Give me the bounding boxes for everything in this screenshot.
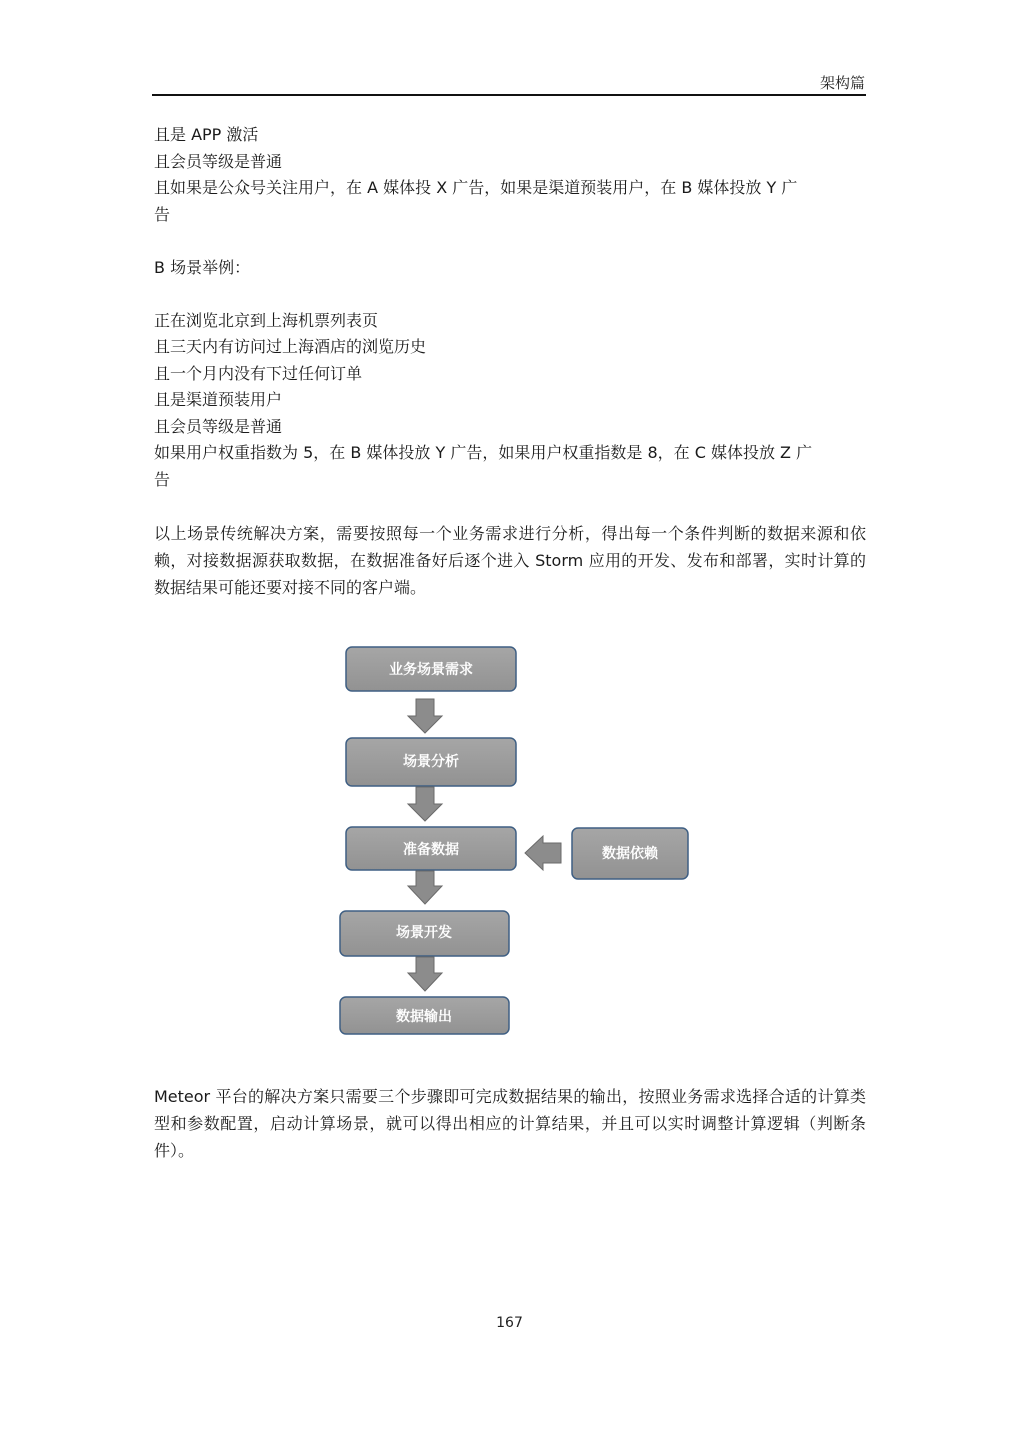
left-arrow-icon — [525, 836, 561, 870]
flow-step-label: 场景开发 — [396, 925, 452, 941]
scenario-b-heading: B 场景举例： — [154, 257, 251, 277]
condition-line: 且如果是公众号关注用户，在 A 媒体投 X 广告，如果是渠道预装用户，在 B 媒体投放 Y 广 — [154, 178, 798, 197]
condition-line: 如果用户权重指数为 5，在 B 媒体投放 Y 广告，如果用户权重指数是 8，在 C 媒体投放 Z 广 — [154, 443, 813, 462]
traditional-solution-paragraph: 以上场景传统解决方案，需要按照每一个业务需求进行分析，得出每一个条件判断的数据来源和依赖，对接数据源获取数据，在数据准备好后逐个进入 Storm 应用的开发、发布和部署，实时计算的数据结果可能还要对接不同的客户端。 — [154, 523, 866, 597]
condition-line: 告 — [154, 469, 171, 489]
meteor-solution-paragraph: Meteor 平台的解决方案只需要三个步骤即可完成数据结果的输出，按照业务需求选择合适的计算类型和参数配置，启动计算场景，就可以得出相应的计算结果，并且可以实时调整计算逻辑（判断条件）。 — [154, 1087, 866, 1160]
condition-line: 且是渠道预装用户 — [154, 390, 283, 409]
condition-line: 告 — [154, 204, 171, 224]
page-number: 167 — [496, 1315, 523, 1331]
running-header-title: 架构篇 — [819, 74, 865, 92]
condition-line: 且会员等级是普通 — [154, 151, 283, 171]
condition-line: 且三天内有访问过上海酒店的浏览历史 — [154, 337, 427, 356]
condition-line: 且是 APP 激活 — [154, 125, 259, 144]
down-arrow-icon — [408, 957, 442, 991]
down-arrow-icon — [408, 871, 442, 904]
body-text-lower — [154, 1083, 866, 1164]
flow-side-label: 数据依赖 — [602, 846, 658, 862]
condition-line: 且会员等级是普通 — [154, 416, 283, 436]
flow-step-label: 业务场景需求 — [389, 662, 473, 678]
flow-step-label: 场景分析 — [403, 754, 459, 770]
condition-line: 正在浏览北京到上海机票列表页 — [154, 310, 379, 330]
flow-step-label: 准备数据 — [403, 842, 459, 858]
down-arrow-icon — [408, 699, 442, 733]
flow-step-label: 数据输出 — [396, 1009, 452, 1025]
down-arrow-icon — [408, 787, 442, 821]
condition-line: 且一个月内没有下过任何订单 — [154, 363, 363, 383]
